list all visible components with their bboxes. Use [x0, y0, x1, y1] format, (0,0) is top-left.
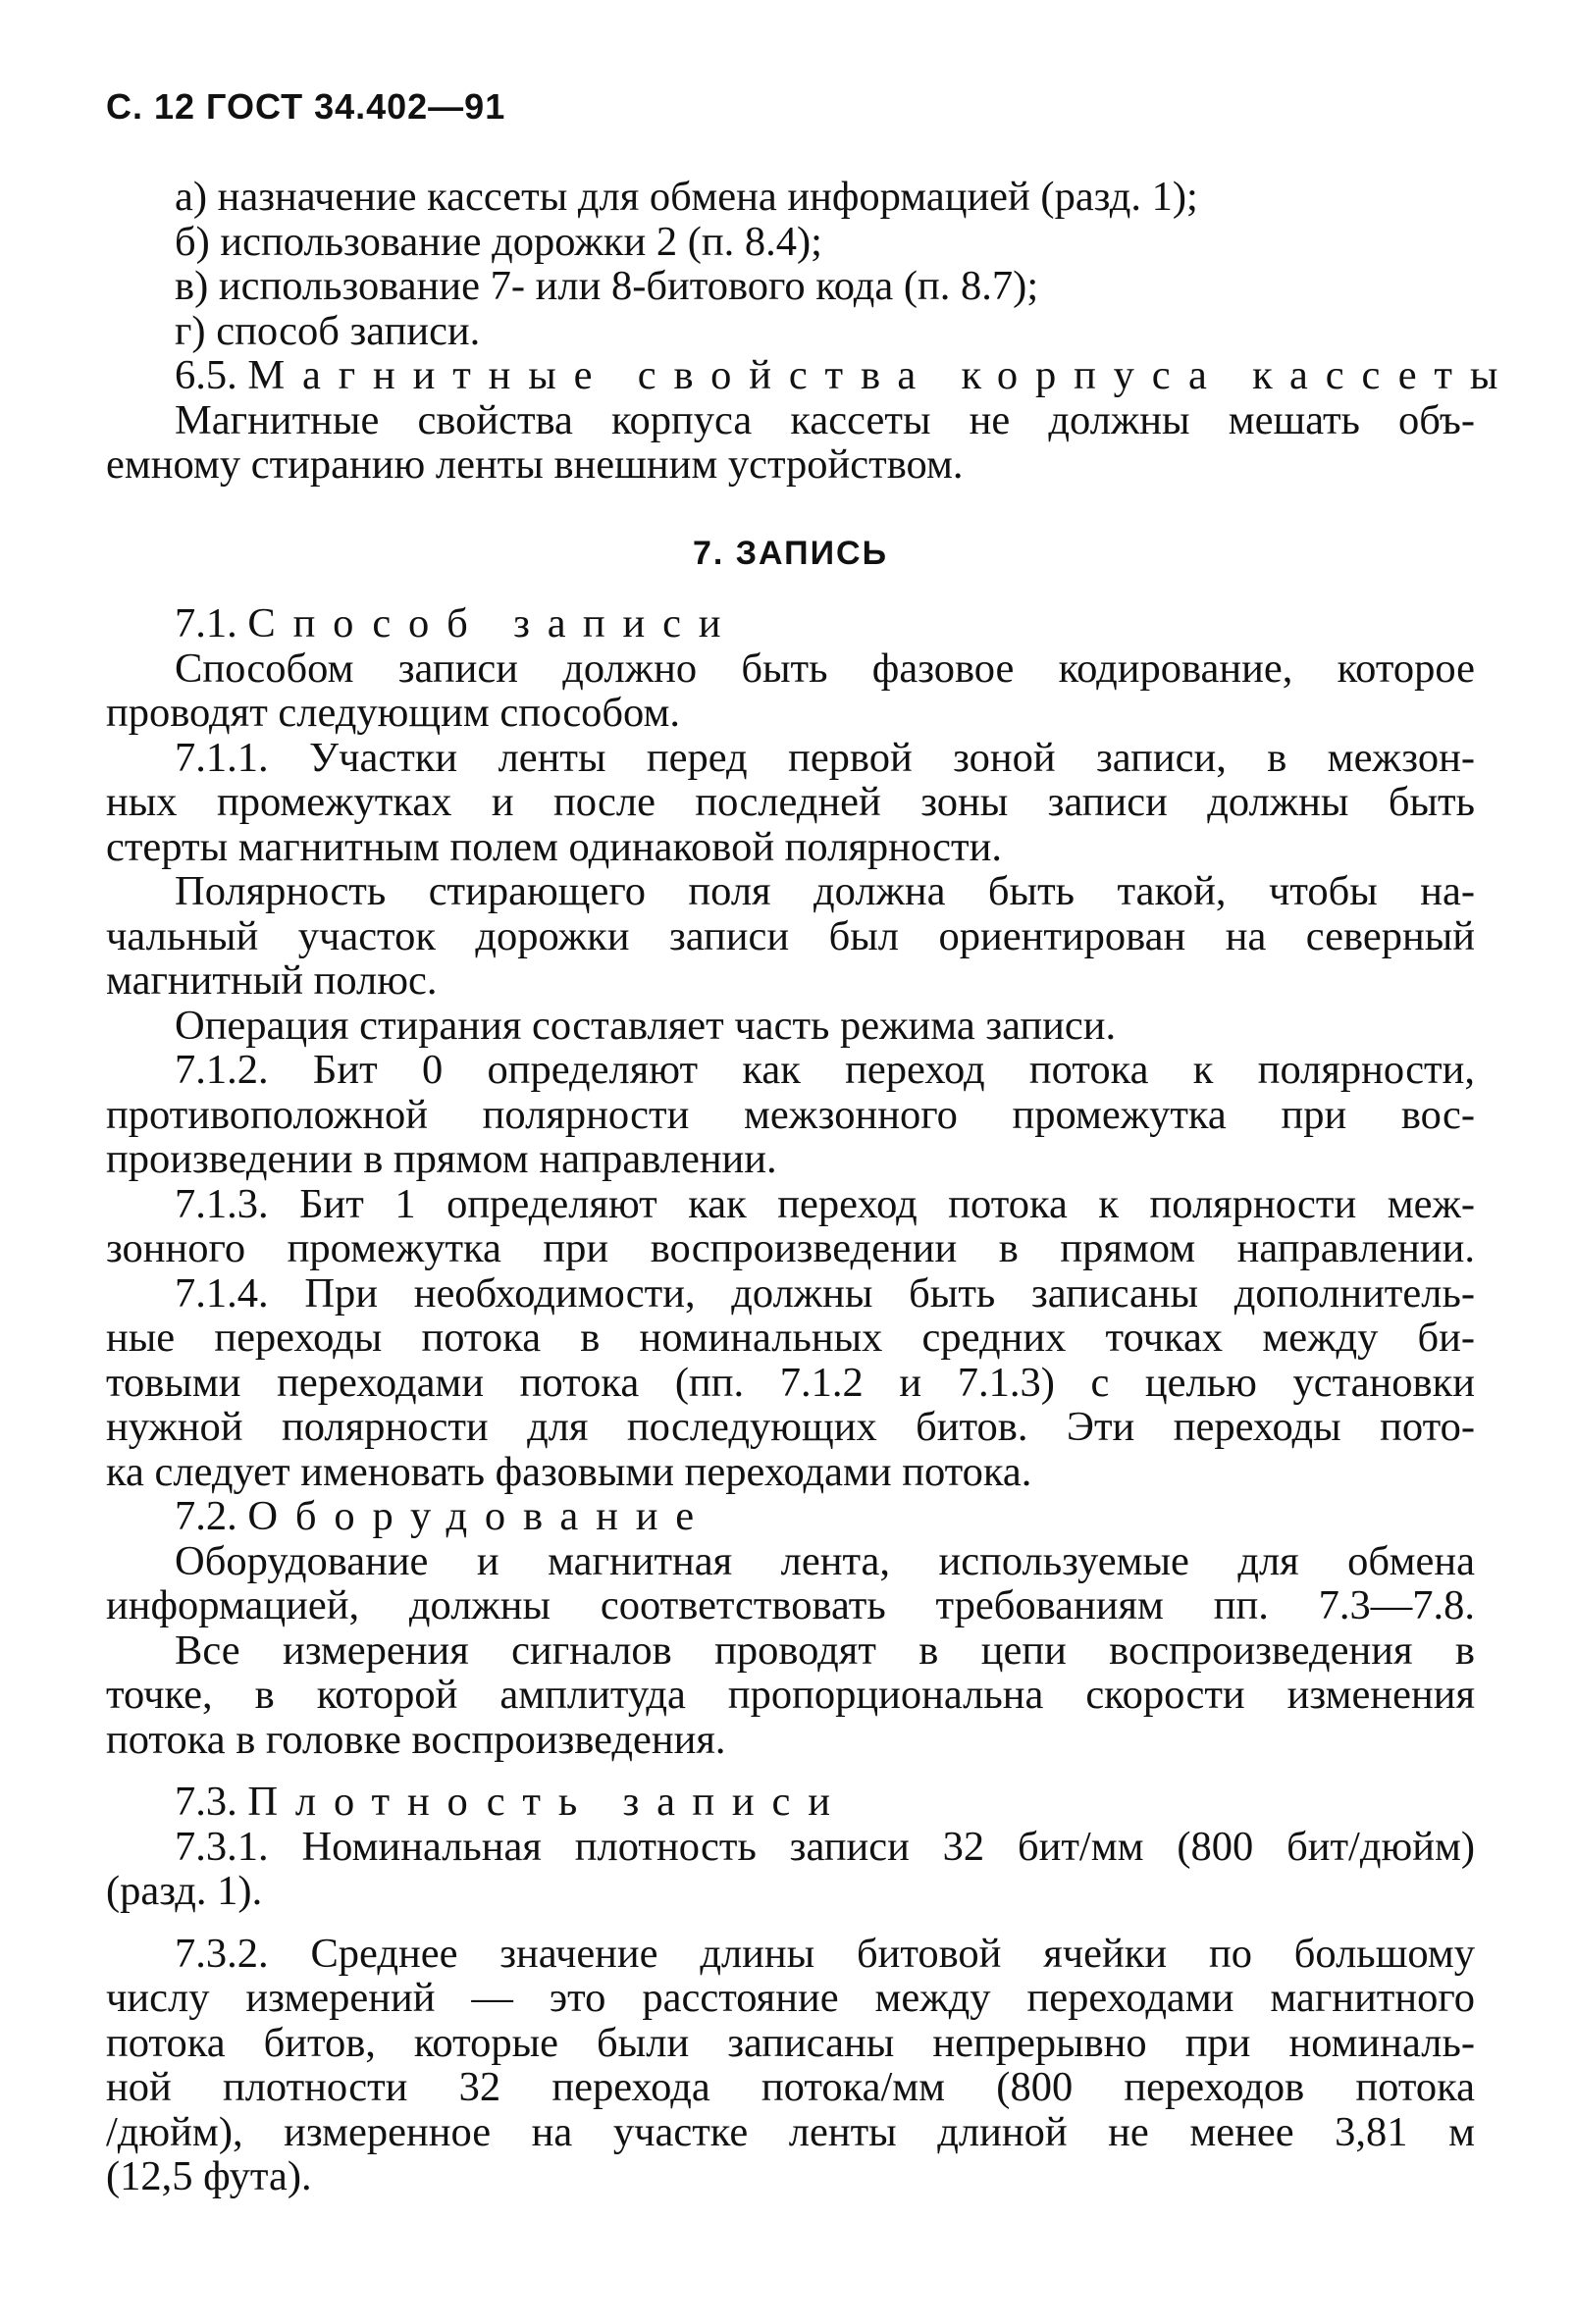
list-item-v: в) использование 7- или 8-битового кода (п. 8.7);: [175, 263, 1039, 309]
page-header: С. 12 ГОСТ 34.402—91: [106, 86, 506, 127]
paragraph-line: противоположной полярности межзонного промежутка при вос-: [106, 1091, 1475, 1138]
paragraph-line: 7.1.1. Участки ленты перед первой зоной записи, в межзон-: [175, 734, 1475, 781]
paragraph-line: точке, в которой амплитуда пропорциональна скорости изменения: [106, 1672, 1475, 1718]
paragraph-line: магнитный полюс.: [106, 957, 438, 1004]
paragraph-line: потока в головке воспроизведения.: [106, 1716, 726, 1763]
subsection-title: Плотность записи: [247, 1779, 848, 1825]
section-title: 7. ЗАПИСЬ: [692, 534, 889, 572]
paragraph-line: /дюйм), измеренное на участке ленты длиной не менее 3,81 м: [106, 2108, 1475, 2155]
paragraph-line: 7.1.2. Бит 0 определяют как переход потока к полярности,: [175, 1047, 1475, 1093]
paragraph-line: Оборудование и магнитная лента, используемые для обмена: [175, 1537, 1475, 1584]
paragraph-line: проводят следующим способом.: [106, 690, 681, 736]
paragraph-line: ные переходы потока в номинальных средних точках между би-: [106, 1315, 1475, 1361]
paragraph-line: Полярность стирающего поля должна быть такой, чтобы на-: [175, 868, 1475, 914]
list-item-b: б) использование дорожки 2 (п. 8.4);: [175, 218, 822, 265]
paragraph-line: Все измерения сигналов проводят в цепи воспроизведения в: [175, 1627, 1475, 1674]
paragraph-line: 7.1.3. Бит 1 определяют как переход потока к полярности меж-: [175, 1180, 1475, 1227]
list-item-g: г) способ записи.: [175, 307, 481, 354]
paragraph-line: ных промежутках и после последней зоны записи должны быть: [106, 779, 1475, 825]
paragraph-line: произведении в прямом направлении.: [106, 1136, 777, 1182]
paragraph-line: ка следует именовать фазовыми переходами потока.: [106, 1448, 1032, 1495]
paragraph-line: (разд. 1).: [106, 1868, 263, 1914]
paragraph-line: Способом записи должно быть фазовое кодирование, которое: [175, 645, 1475, 692]
subsection-heading-7-1: [106, 601, 1475, 646]
subsection-title: Магнитные свойства корпуса кассеты: [247, 352, 1516, 398]
paragraph-line: 7.3.1. Номинальная плотность записи 32 бит/мм (800 бит/дюйм): [175, 1823, 1475, 1870]
paragraph-line: зонного промежутка при воспроизведении в прямом направлении.: [106, 1225, 1475, 1271]
paragraph-line: Операция стирания составляет часть режима записи.: [175, 1002, 1117, 1049]
paragraph-line: ной плотности 32 перехода потока/мм (800 переходов потока: [106, 2064, 1475, 2110]
paragraph-line: 7.1.4. При необходимости, должны быть записаны дополнитель-: [175, 1269, 1475, 1317]
paragraph-line: информацией, должны соответствовать требованиям пп. 7.3—7.8.: [106, 1582, 1475, 1628]
paragraph-line: 7.3.2. Среднее значение длины битовой ячейки по большому: [175, 1930, 1475, 1977]
paragraph-line: стерты магнитным полем одинаковой полярности.: [106, 823, 1002, 870]
paragraph-line: (12,5 фута).: [106, 2153, 312, 2199]
paragraph-line: потока битов, которые были записаны непрерывно при номиналь-: [106, 2019, 1475, 2066]
subsection-heading-7-2: [106, 1494, 1475, 1539]
paragraph-line: числу измерений — это расстояние между переходами магнитного: [106, 1975, 1475, 2021]
subsection-number: 7.1.: [175, 600, 237, 646]
subsection-number: 7.2.: [175, 1493, 237, 1539]
paragraph-line: товыми переходами потока (пп. 7.1.2 и 7.1.3) с целью установки: [106, 1359, 1475, 1406]
paragraph-line: емному стиранию ленты внешним устройством.: [106, 441, 964, 488]
subsection-number: 7.3.: [175, 1779, 237, 1825]
subsection-title: Оборудование: [247, 1493, 711, 1539]
subsection-heading-7-3: [106, 1780, 1475, 1825]
paragraph-line: Магнитные свойства корпуса кассеты не должны мешать объ-: [175, 396, 1475, 443]
subsection-number: 6.5.: [175, 352, 237, 398]
document-body: [106, 174, 1516, 2199]
subsection-heading-6-5: [106, 352, 1516, 398]
paragraph-line: нужной полярности для последующих битов. Эти переходы пото-: [106, 1404, 1475, 1450]
subsection-title: Способ записи: [247, 600, 739, 646]
list-item-a: а) назначение кассеты для обмена информацией (разд. 1);: [175, 174, 1198, 220]
paragraph-line: чальный участок дорожки записи был ориентирован на северный: [106, 912, 1475, 959]
